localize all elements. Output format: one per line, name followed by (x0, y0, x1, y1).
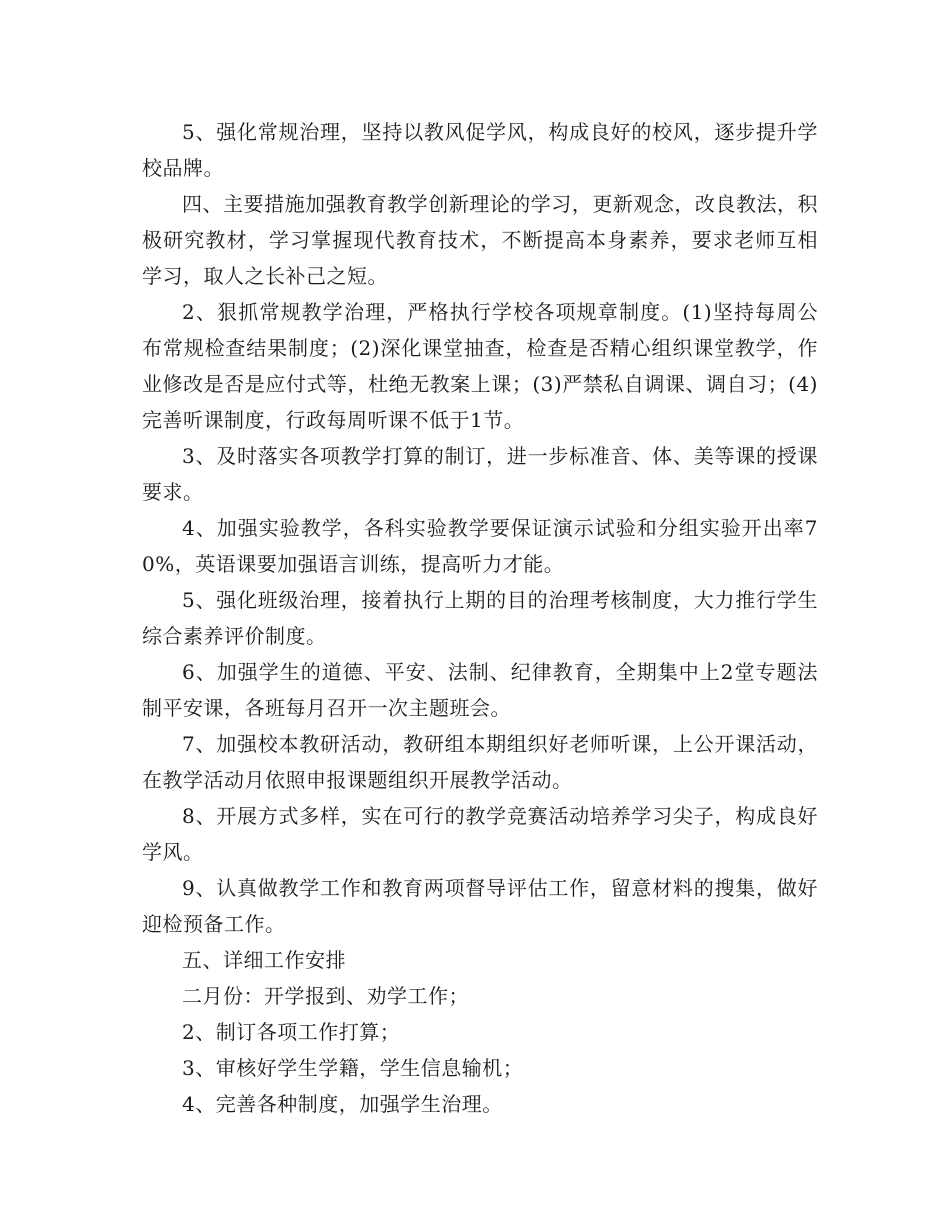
paragraph-item: 3、及时落实各项教学打算的制订，进一步标准音、体、美等课的授课要求。 (142, 444, 818, 504)
paragraph-item: 2、狠抓常规教学治理，严格执行学校各项规章制度。(1)坚持每周公布常规检查结果制度；(2)深化课堂抽查，检查是否精心组织课堂教学，作业修改是否是应付式等，杜绝无教案上课；(3)严禁私自调课、调自习；(4)完善听课制度，行政每周听课不低于1节。 (142, 300, 818, 432)
paragraph-item: 四、主要措施加强教育教学创新理论的学习，更新观念，改良教法，积极研究教材，学习掌握现代教育技术，不断提高本身素养，要求老师互相学习，取人之长补己之短。 (142, 192, 818, 288)
paragraph-item: 5、强化班级治理，接着执行上期的目的治理考核制度，大力推行学生综合素养评价制度。 (142, 588, 818, 648)
paragraph-item: 4、加强实验教学，各科实验教学要保证演示试验和分组实验开出率70%，英语课要加强语言训练，提高听力才能。 (142, 516, 818, 576)
paragraph-item: 8、开展方式多样，实在可行的教学竞赛活动培养学习尖子，构成良好学风。 (142, 804, 818, 864)
document-body (142, 114, 818, 1122)
schedule-item: 2、制订各项工作打算； (182, 1020, 401, 1044)
paragraph-item: 7、加强校本教研活动，教研组本期组织好老师听课，上公开课活动，在教学活动月依照申报课题组织开展教学活动。 (142, 732, 818, 792)
paragraph-item: 6、加强学生的道德、平安、法制、纪律教育，全期集中上2堂专题法制平安课，各班每月召开一次主题班会。 (142, 660, 818, 720)
section-heading: 五、详细工作安排 (182, 948, 346, 972)
paragraph-item: 5、强化常规治理，坚持以教风促学风，构成良好的校风，逐步提升学校品牌。 (142, 120, 818, 180)
schedule-item: 4、完善各种制度，加强学生治理。 (182, 1092, 503, 1116)
paragraph-item: 9、认真做教学工作和教育两项督导评估工作，留意材料的搜集，做好迎检预备工作。 (142, 876, 818, 936)
schedule-item: 二月份：开学报到、劝学工作； (182, 984, 469, 1008)
schedule-item: 3、审核好学生学籍，学生信息输机； (182, 1056, 524, 1080)
